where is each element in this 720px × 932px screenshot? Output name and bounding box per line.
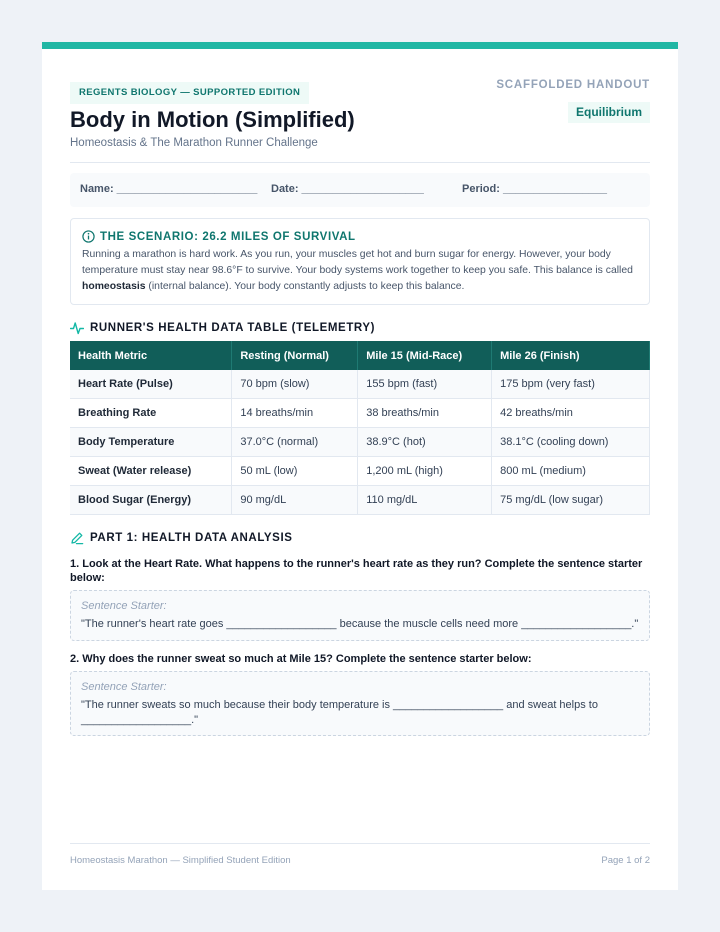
table-row	[70, 486, 650, 515]
table-row	[70, 399, 650, 428]
column-header: Mile 26 (Finish)	[492, 341, 650, 370]
table-cell: 38.9°C (hot)	[358, 428, 492, 457]
table-cell: 110 mg/dL	[358, 486, 492, 515]
starter-text: "The runner sweats so much because their body temperature is __________________ and sweat helps to __________________."	[81, 699, 598, 726]
footer-divider	[70, 843, 650, 844]
table-cell: 175 bpm (very fast)	[492, 370, 650, 399]
table-cell: Sweat (Water release)	[70, 457, 232, 486]
info-icon	[82, 230, 95, 243]
health-data-table	[70, 341, 650, 515]
question-1: 1. Look at the Heart Rate. What happens to the runner's heart rate as they run? Complete the sentence starter below:	[70, 558, 643, 584]
handout-label: SCAFFOLDED HANDOUT	[496, 79, 650, 91]
table-heading	[70, 321, 375, 335]
page-title: Body in Motion (Simplified)	[70, 107, 355, 132]
table-row	[70, 457, 650, 486]
sentence-starter-1[interactable]	[70, 590, 650, 641]
column-header: Mile 15 (Mid-Race)	[358, 341, 492, 370]
table-cell: 14 breaths/min	[232, 399, 358, 428]
scenario-heading-text: THE SCENARIO: 26.2 MILES OF SURVIVAL	[100, 230, 356, 243]
name-field[interactable]: Name: _______________________	[80, 183, 258, 195]
part1-heading	[70, 531, 293, 545]
table-header-row	[70, 341, 650, 370]
scenario-term: homeostasis	[82, 281, 146, 292]
question-2: 2. Why does the runner sweat so much at Mile 15? Complete the sentence starter below:	[70, 653, 532, 665]
table-cell: Blood Sugar (Energy)	[70, 486, 232, 515]
page-number: Page 1 of 2	[601, 855, 650, 866]
table-cell: 38 breaths/min	[358, 399, 492, 428]
worksheet-page	[42, 42, 678, 890]
scenario-text-before: Running a marathon is hard work. As you run, your muscles get hot and burn sugar for energy. However, your body temperature must stay near 98.6°F to survive. Your body systems work together to keep you safe. This balance is called	[82, 249, 633, 276]
sentence-starter-2[interactable]	[70, 671, 650, 736]
table-cell: Body Temperature	[70, 428, 232, 457]
scenario-box	[70, 218, 650, 305]
table-cell: 50 mL (low)	[232, 457, 358, 486]
column-header: Health Metric	[70, 341, 232, 370]
starter-text: "The runner's heart rate goes __________________ because the muscle cells need more __________________."	[81, 618, 639, 630]
header-divider	[70, 162, 650, 163]
table-cell: 37.0°C (normal)	[232, 428, 358, 457]
table-cell: 75 mg/dL (low sugar)	[492, 486, 650, 515]
column-header: Resting (Normal)	[232, 341, 358, 370]
scenario-heading	[82, 230, 356, 243]
table-cell: 800 mL (medium)	[492, 457, 650, 486]
table-cell: 155 bpm (fast)	[358, 370, 492, 399]
footer-title: Homeostasis Marathon — Simplified Student Edition	[70, 855, 291, 866]
table-cell: 70 bpm (slow)	[232, 370, 358, 399]
scenario-text-after: (internal balance). Your body constantly adjusts to keep this balance.	[145, 281, 465, 292]
page-subtitle: Homeostasis & The Marathon Runner Challenge	[70, 137, 318, 149]
starter-label: Sentence Starter:	[81, 600, 167, 612]
scenario-text	[82, 247, 638, 295]
table-row	[70, 428, 650, 457]
starter-label: Sentence Starter:	[81, 681, 167, 693]
period-field[interactable]: Period: _________________	[462, 183, 607, 195]
date-field[interactable]: Date: ____________________	[271, 183, 424, 195]
pulse-icon	[70, 321, 84, 335]
pencil-icon	[70, 531, 84, 545]
student-info-bar	[70, 173, 650, 207]
table-cell: 42 breaths/min	[492, 399, 650, 428]
table-cell: 1,200 mL (high)	[358, 457, 492, 486]
table-heading-text: RUNNER'S HEALTH DATA TABLE (TELEMETRY)	[90, 322, 376, 334]
table-row	[70, 370, 650, 399]
table-cell: 90 mg/dL	[232, 486, 358, 515]
unit-badge: Equilibrium	[568, 102, 650, 123]
part1-heading-text: PART 1: HEALTH DATA ANALYSIS	[90, 532, 293, 544]
table-cell: Breathing Rate	[70, 399, 232, 428]
table-cell: 38.1°C (cooling down)	[492, 428, 650, 457]
table-cell: Heart Rate (Pulse)	[70, 370, 232, 399]
edition-badge: REGENTS BIOLOGY — SUPPORTED EDITION	[70, 82, 309, 104]
